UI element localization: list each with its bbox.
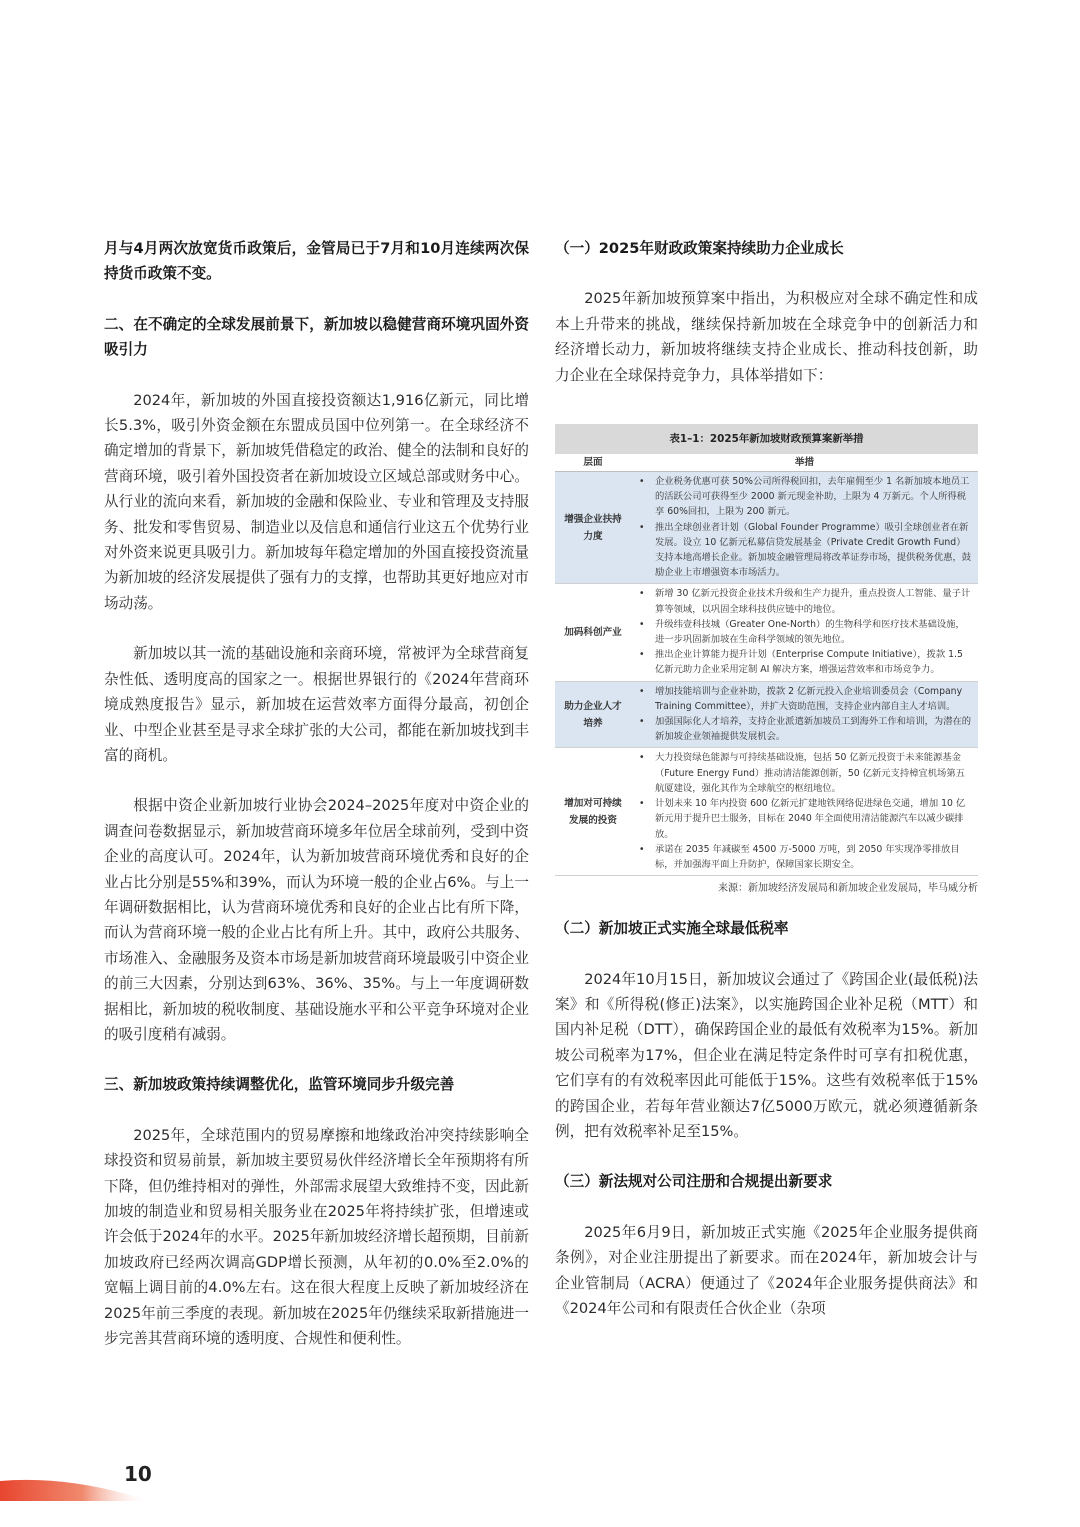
list-item: • 大力投资绿色能源与可持续基础设施，包括 50 亿新元投资于未来能源基金（Future Energy Fund）推动清洁能源创新，50 亿新元支持樟宜机场第五航厦建设，强化其作为全球航空的枢纽地位。: [655, 750, 974, 796]
table-source: 来源：新加坡经济发展局和新加坡企业发展局，毕马威分析: [718, 883, 978, 895]
subsection-heading-1: （一）2025年财政政策案持续助力企业成长: [555, 240, 844, 257]
list-item: • 企业税务优惠可获 50%公司所得税回扣，去年雇佣至少 1 名新加坡本地员工的活跃公司可获得至少 2000 新元现金补助，上限为 4 万新元。个人所得税享 60%回扣，上限为 200 新元。: [655, 474, 974, 520]
section-heading-3: 三、新加坡政策持续调整优化，监管环境同步升级完善: [104, 1076, 455, 1094]
paragraph-min-tax: 2024年10月15日，新加坡议会通过了《跨国企业(最低税)法案》和《所得税(修正)法案》，以实施跨国企业补足税（MTT）和国内补足税（DTT），确保跨国企业的最低有效税率为15%。新加坡公司税率为17%，但企业在满足特定条件时可享有扣税优惠，它们享有的有效税率因此可能低于15%。这些有效税率低于15%的跨国企业，若每年营业额达7亿5000万欧元，就必须遵循新条例，把有效税率补足至15%。: [555, 970, 978, 1140]
paragraph-continued: 月与4月两次放宽货币政策后，金管局已于7月和10月连续两次保持货币政策不变。: [104, 240, 529, 283]
list-item: • 推出企业计算能力提升计划（Enterprise Compute Initiative），拨款 1.5 亿新元助力企业采用定制 AI 解决方案，增强运营效率和市场竞争力。: [655, 647, 974, 677]
table-header: [555, 454, 978, 472]
row-label: 助力企业人才培养: [564, 700, 622, 729]
paragraph-budget: 2025年新加坡预算案中指出，为积极应对全球不确定性和成本上升带来的挑战，继续保持新加坡在全球竞争中的创新活力和经济增长动力，新加坡将继续支持企业成长、推动科技创新，助力企业在全球保持竞争力，具体举措如下：: [555, 290, 978, 384]
subsection-heading-3: （三）新法规对公司注册和合规提出新要求: [555, 1173, 833, 1191]
table-row: [555, 682, 978, 749]
list-item: • 加强国际化人才培养，支持企业派遣新加坡员工到海外工作和培训，为潜在的新加坡企业领袖提供发展机会。: [655, 714, 974, 744]
table-row: [555, 584, 978, 681]
list-item: • 增加技能培训与企业补助，拨款 2 亿新元投入企业培训委员会（Company Training Committee），并扩大资助范围，支持企业内部自主人才培训。: [655, 684, 974, 714]
paragraph-infrastructure: 新加坡以其一流的基础设施和亲商环境，常被评为全球营商复杂性低、透明度高的国家之一。根据世界银行的《2024年营商环境成熟度报告》显示，新加坡在运营效率方面得分最高，初创企业、中型企业甚至是寻求全球扩张的大公司，都能在新加坡找到丰富的商机。: [104, 645, 529, 764]
row-label: 增加对可持续发展的投资: [564, 797, 622, 826]
table-row: [555, 472, 978, 584]
table-title: 表1–1：2025年新加坡财政预算案新举措: [555, 424, 978, 454]
subsection-heading-2: （二）新加坡正式实施全球最低税率: [555, 920, 789, 938]
paragraph-company-registration: 2025年6月9日，新加坡正式实施《2025年企业服务提供商条例》，对企业注册提出了新要求。而在2024年，新加坡会计与企业管制局（ACRA）便通过了《2024年企业服务提供商法》和《2024年公司和有限责任合伙企业（杂项: [555, 1223, 978, 1317]
list-item: • 推出全球创业者计划（Global Founder Programme）吸引全球创业者在新发展。设立 10 亿新元私募信贷发展基金（Private Credit Growth Fund）支持本地高增长企业。新加坡金融管理局将改革证券市场，提供税务优惠，鼓励企业上市增强资本市场活力。: [655, 520, 974, 581]
paragraph-survey: 根据中资企业新加坡行业协会2024–2025年度对中资企业的调查问卷数据显示，新加坡营商环境多年位居全球前列，受到中资企业的高度认可。2024年，认为新加坡营商环境优秀和良好的企业占比分别是55%和39%，而认为环境一般的企业占6%。与上一年调研数据相比，认为营商环境优秀和良好的企业占比有所下降，而认为营商环境一般的企业占比有所上升。其中，政府公共服务、市场准入、金融服务及资本市场是新加坡营商环境最吸引中资企业的前三大因素，分别达到63%、36%、35%。与上一年度调研数据相比，新加坡的税收制度、基础设施水平和公平竞争环境对企业的吸引度稍有减弱。: [104, 797, 529, 1043]
list-item: • 升级纬壹科技城（Greater One-North）的生物科学和医疗技术基础设施，进一步巩固新加坡在生命科学领域的领先地位。: [655, 617, 974, 647]
right-column: [555, 236, 978, 1321]
row-label: 增强企业扶持力度: [564, 513, 622, 542]
page-number: 10: [124, 1462, 152, 1486]
list-item: • 计划未来 10 年内投资 600 亿新元扩建地铁网络促进绿色交通，增加 10 亿新元用于提升巴士服务，目标在 2040 年全面使用清洁能源汽车以减少碳排放。: [655, 796, 974, 842]
paragraph-fdi: 2024年，新加坡的外国直接投资额达1,916亿新元，同比增长5.3%，吸引外资金额在东盟成员国中位列第一。在全球经济不确定增加的背景下，新加坡凭借稳定的政治、健全的法制和良好的营商环境，吸引着外国投资者在新加坡设立区域总部或财务中心。从行业的流向来看，新加坡的金融和保险业、专业和管理及支持服务、批发和零售贸易、制造业以及信息和通信行业这五个优势行业对外资来说更具吸引力。新加坡每年稳定增加的外国直接投资流量为新加坡的经济发展提供了强有力的支撑，也帮助其更好地应对市场动荡。: [104, 391, 529, 612]
table-header-level: 层面: [583, 457, 603, 469]
paragraph-outlook: 2025年，全球范围内的贸易摩擦和地缘政治冲突持续影响全球投资和贸易前景，新加坡主要贸易伙伴经济增长全年预期将有所下降，但仍维持相对的弹性，外部需求展望大致维持不变，因此新加坡的制造业和贸易相关服务业在2025年将持续扩张，但增速或许会低于2024年的水平。2025年新加坡经济增长超预期，目前新加坡政府已经两次调高GDP增长预测，从年初的0.0%至2.0%的宽幅上调目前的4.0%左右。这在很大程度上反映了新加坡经济在2025年前三季度的表现。新加坡在2025年仍继续采取新措施进一步完善其营商环境的透明度、合规性和便利性。: [104, 1126, 529, 1348]
list-item: • 新增 30 亿新元投资企业技术升级和生产力提升，重点投资人工智能、量子计算等领域，以巩固全球科技供应链中的地位。: [655, 586, 974, 616]
list-item: • 承诺在 2035 年减碳至 4500 万-5000 万吨，到 2050 年实现净零排放目标，并加强海平面上升防护，保障国家长期安全。: [655, 842, 974, 872]
table-row: [555, 748, 978, 876]
left-column: [104, 236, 529, 1351]
row-label: 加码科创产业: [564, 627, 622, 639]
section-heading-2: 二、在不确定的全球发展前景下，新加坡以稳健营商环境巩固外资吸引力: [104, 315, 529, 359]
table-header-measures: 举措: [794, 457, 815, 469]
budget-measures-table: [555, 424, 978, 898]
